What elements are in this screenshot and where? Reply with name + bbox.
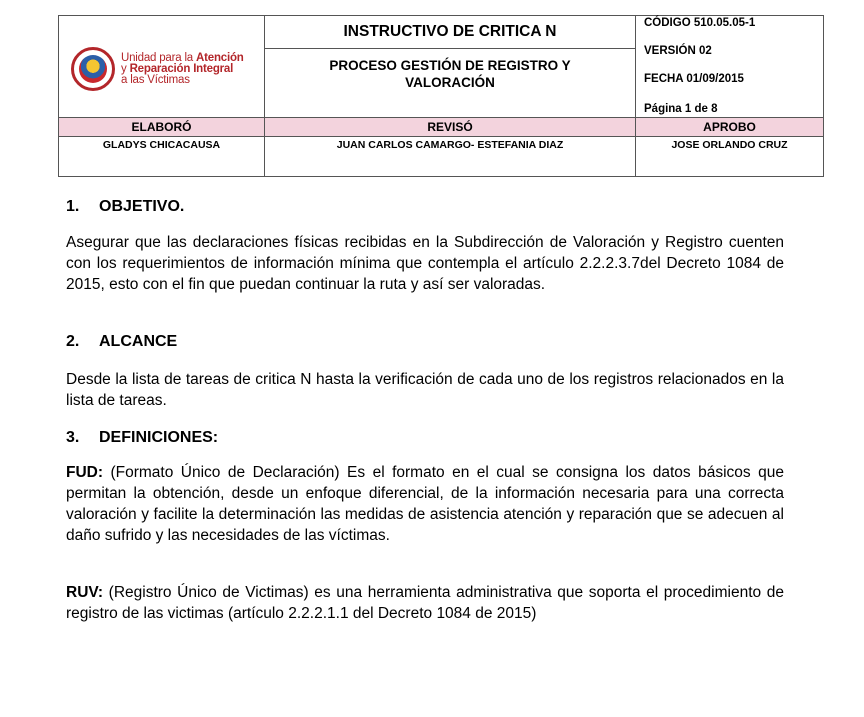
logo-cell	[59, 16, 265, 118]
document-meta	[636, 16, 824, 118]
aprobo-name: JOSE ORLANDO CRUZ	[636, 137, 824, 177]
reviso-name: JUAN CARLOS CAMARGO- ESTEFANIA DIAZ	[265, 137, 636, 177]
fecha: FECHA 01/09/2015	[644, 73, 744, 85]
definition-fud: FUD: (Formato Único de Declaración) Es el formato en el cual se consigna los datos básicos que permitan la obtención, desde un enfoque diferencial, de la información necesaria para una correcta valoración y facilite la determinación las medidas de asistencia atención y reparación que se adecuen al daño sufrido y las necesidades de las víctimas.	[66, 464, 784, 544]
aprobo-header: APROBO	[636, 118, 824, 137]
document-header-table	[58, 15, 824, 177]
section-alcance-heading: 2. ALCANCE	[66, 333, 178, 350]
reviso-header: REVISÓ	[265, 118, 636, 137]
colombia-seal-icon	[71, 47, 115, 91]
elaboro-header: ELABORÓ	[59, 118, 265, 137]
version: VERSIÓN 02	[644, 45, 712, 57]
section-definiciones-heading: 3. DEFINICIONES:	[66, 429, 219, 446]
unidad-victimas-logo	[71, 47, 244, 91]
alcance-paragraph: Desde la lista de tareas de critica N hasta la verificación de cada uno de los registros relacionados en la lista de tareas.	[66, 371, 784, 409]
elaboro-name: GLADYS CHICACAUSA	[59, 137, 265, 177]
signature-header-row	[59, 118, 824, 137]
document-subtitle: PROCESO GESTIÓN DE REGISTRO Y VALORACIÓN	[265, 48, 636, 117]
logo-text: Unidad para la Atención y Reparación Integral a las Víctimas	[121, 51, 244, 86]
document-title: INSTRUCTIVO DE CRITICA N	[265, 16, 636, 49]
section-objetivo-heading: 1. OBJETIVO.	[66, 198, 185, 215]
pagina: Página 1 de 8	[644, 103, 718, 115]
signature-names-row	[59, 137, 824, 177]
definition-ruv: RUV: (Registro Único de Victimas) es una herramienta administrativa que soporta el procedimiento de registro de las victimas (artículo 2.2.2.1.1 del Decreto 1084 de 2015)	[66, 584, 784, 622]
codigo: CÓDIGO 510.05.05-1	[644, 17, 756, 29]
objetivo-paragraph: Asegurar que las declaraciones físicas recibidas en la Subdirección de Valoración y Registro cuenten con los requerimientos de información mínima que contempla el artículo 2.2.2.3.7del Decreto 1084 de 2015, esto con el fin que puedan continuar la ruta y así ser valoradas.	[66, 234, 784, 293]
